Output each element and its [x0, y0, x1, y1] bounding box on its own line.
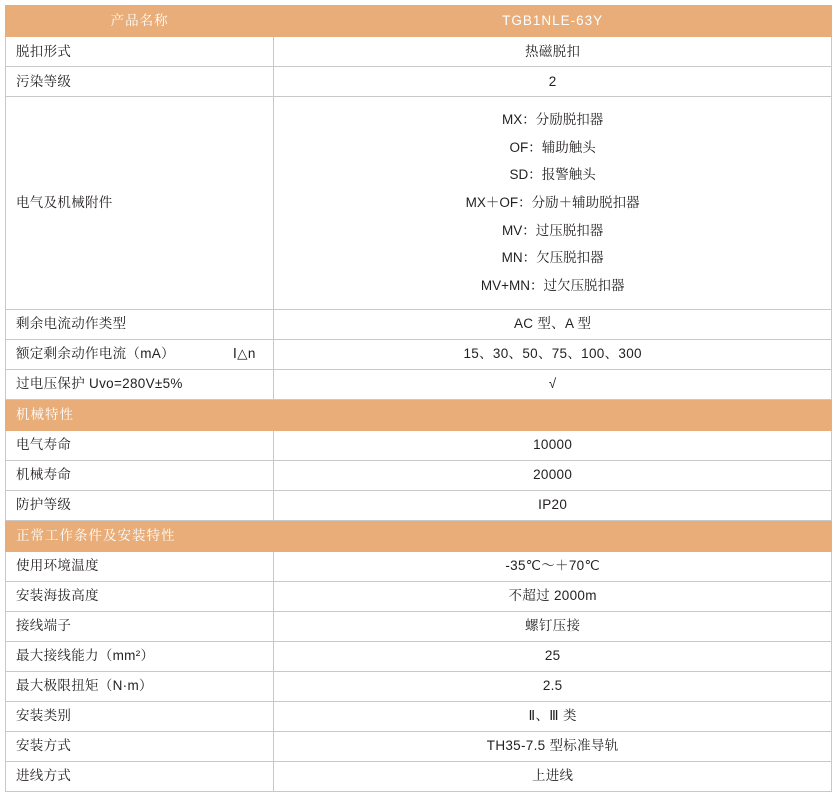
- row-label: 接线端子: [6, 611, 274, 641]
- table-row: [6, 460, 832, 490]
- row-value: √: [274, 369, 832, 399]
- section-title: 机械特性: [6, 399, 832, 430]
- row-value: 热磁脱扣: [274, 37, 832, 67]
- row-value: IP20: [274, 490, 832, 520]
- table-row: [6, 430, 832, 460]
- row-value: 25: [274, 641, 832, 671]
- table-row: [6, 671, 832, 701]
- row-label-text: 额定剩余动作电流（mA）: [16, 346, 175, 362]
- table-header-row: [6, 6, 832, 37]
- accessory-item: MX：分励脱扣器: [502, 112, 604, 127]
- table-row: [6, 37, 832, 67]
- accessory-item: MX＋OF：分励＋辅助脱扣器: [465, 195, 640, 211]
- row-value: 15、30、50、75、100、300: [274, 339, 832, 369]
- table-row: [6, 611, 832, 641]
- row-value: 20000: [274, 460, 832, 490]
- accessories-list: [274, 97, 832, 310]
- row-value: AC 型、A 型: [274, 309, 832, 339]
- header-value-cell: TGB1NLE-63Y: [274, 6, 832, 37]
- section-header-conditions: [6, 520, 832, 551]
- row-label: 过电压保护 Uvo=280V±5%: [6, 369, 274, 399]
- row-label: 机械寿命: [6, 460, 274, 490]
- table-row: [6, 369, 832, 399]
- table-row: [6, 339, 832, 369]
- row-value: -35℃～＋70℃: [274, 551, 832, 581]
- row-label-residual-current: [6, 339, 274, 369]
- row-value: 2: [274, 67, 832, 97]
- table-row: [6, 551, 832, 581]
- row-label: 使用环境温度: [6, 551, 274, 581]
- row-label: 脱扣形式: [6, 37, 274, 67]
- row-label-symbol: Ⅰ△n: [232, 346, 256, 362]
- table-row: [6, 309, 832, 339]
- accessory-item: SD：报警触头: [509, 167, 596, 183]
- accessory-item: OF：辅助触头: [509, 139, 596, 155]
- row-label: 防护等级: [6, 490, 274, 520]
- section-header-mechanical: [6, 399, 832, 430]
- header-label-cell: 产品名称: [6, 6, 274, 37]
- row-label: 安装海拔高度: [6, 581, 274, 611]
- table-row: [6, 67, 832, 97]
- row-value: 2.5: [274, 671, 832, 701]
- product-specification-table: [5, 5, 832, 792]
- row-label: 安装类别: [6, 701, 274, 731]
- table-row-accessories: [6, 97, 832, 310]
- table-row: [6, 761, 832, 791]
- row-label: 剩余电流动作类型: [6, 309, 274, 339]
- row-label: 最大极限扭矩（N·m）: [6, 671, 274, 701]
- row-label: 污染等级: [6, 67, 274, 97]
- accessory-item: MN：欠压脱扣器: [501, 250, 604, 266]
- row-label: 进线方式: [6, 761, 274, 791]
- row-value: 不超过 2000m: [274, 581, 832, 611]
- row-label: 电气寿命: [6, 430, 274, 460]
- row-label: 电气及机械附件: [6, 97, 274, 310]
- accessory-item: MV+MN：过欠压脱扣器: [480, 278, 625, 294]
- row-label: 最大接线能力（mm²）: [6, 641, 274, 671]
- row-value: 10000: [274, 430, 832, 460]
- row-value: Ⅱ、Ⅲ 类: [274, 701, 832, 731]
- row-value: 螺钉压接: [274, 611, 832, 641]
- row-value: 上进线: [274, 761, 832, 791]
- table-row: [6, 731, 832, 761]
- table-row: [6, 701, 832, 731]
- section-title: 正常工作条件及安装特性: [6, 520, 832, 551]
- row-label: 安装方式: [6, 731, 274, 761]
- table-row: [6, 641, 832, 671]
- table-row: [6, 581, 832, 611]
- table-row: [6, 490, 832, 520]
- accessory-item: MV：过压脱扣器: [502, 222, 604, 238]
- row-value: TH35-7.5 型标准导轨: [274, 731, 832, 761]
